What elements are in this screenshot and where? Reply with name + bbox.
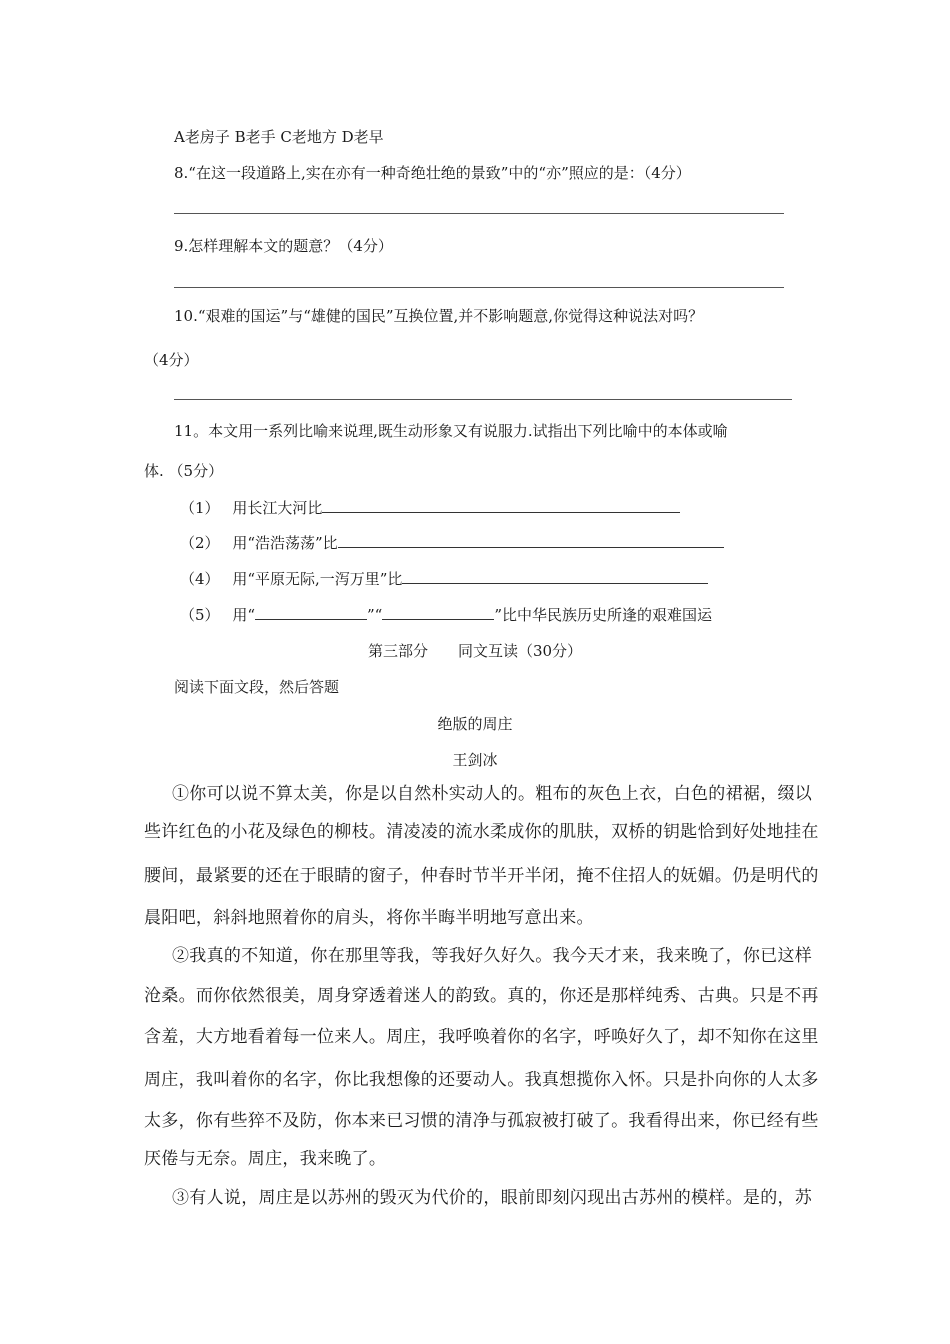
article-line: 太多，你有些猝不及防，你本来已习惯的清净与孤寂被打破了。我看得出来，你已经有些 (144, 1111, 819, 1131)
q11-item-num: （1） (180, 499, 220, 517)
q11-item-num: （2） (180, 534, 220, 552)
article-line: 厌倦与无奈。周庄，我来晚了。 (144, 1149, 387, 1169)
answer-line-8[interactable] (174, 213, 784, 214)
q11-item-text: 用长江大河比 (232, 499, 323, 517)
q11-item-mid: ”“ (367, 606, 383, 624)
question-10-line1: 10.“艰难的国运”与“雄健的国民”互换位置,并不影响题意,你觉得这种说法对吗？ (174, 307, 704, 325)
section-3-instruction: 阅读下面文段，然后答题 (174, 678, 340, 696)
q11-item-1 (180, 498, 680, 518)
question-8: 8.“在这一段道路上,实在亦有一种奇绝壮绝的景致”中的“亦”照应的是：（4分） (174, 164, 691, 182)
q11-item-1-blank[interactable] (322, 498, 680, 513)
q11-item-num: （5） (180, 606, 220, 624)
q11-item-4 (180, 569, 708, 589)
question-9: 9.怎样理解本文的题意？（4分） (174, 237, 393, 255)
article-line: ③有人说，周庄是以苏州的毁灭为代价的，眼前即刻闪现出古苏州的模样。是的，苏 (172, 1188, 813, 1208)
question-11-line2: 体. （5分） (144, 462, 224, 480)
q11-item-2-blank[interactable] (338, 533, 724, 548)
q11-item-text: 用“浩浩荡荡”比 (232, 534, 338, 552)
section-3-title: 第三部分 同文互读（30分） (367, 642, 583, 660)
article-line: 沧桑。而你依然很美，周身穿透着迷人的韵致。真的，你还是那样纯秀、古典。只是不再 (144, 986, 819, 1006)
question-11-line1: 11。本文用一系列比喻来说理,既生动形象又有说服力.试指出下列比喻中的本体或喻 (174, 422, 728, 440)
article-line: 腰间，最紧要的还在于眼睛的窗子，仲春时节半开半闭，掩不住招人的妩媚。仍是明代的 (144, 866, 819, 886)
article-author: 王剑冰 (452, 751, 498, 769)
q11-item-text: 用“平原无际,一泻万里”比 (232, 570, 403, 588)
q7-options: A老房子 B老手 C老地方 D老早 (174, 128, 384, 146)
article-line: 晨阳吧，斜斜地照着你的肩头，将你半晦半明地写意出来。 (144, 908, 594, 928)
q11-item-num: （4） (180, 570, 220, 588)
answer-line-9[interactable] (174, 287, 784, 288)
article-title: 绝版的周庄 (437, 715, 513, 733)
q11-item-post: ”比中华民族历史所逢的艰难国运 (494, 606, 713, 624)
q11-item-5-blank-a[interactable] (255, 605, 367, 620)
q11-item-5-blank-b[interactable] (382, 605, 494, 620)
article-line: 含羞，大方地看着每一位来人。周庄，我呼唤着你的名字，呼唤好久了，却不知你在这里 (144, 1027, 819, 1047)
article-line: ②我真的不知道，你在那里等我，等我好久好久。我今天才来，我来晚了，你已这样 (172, 946, 813, 966)
q11-item-4-blank[interactable] (402, 569, 708, 584)
article-line: ①你可以说不算太美，你是以自然朴实动人的。粗布的灰色上衣，白色的裙裾，缀以 (172, 784, 813, 804)
question-10-line2: （4分） (144, 351, 199, 369)
article-line: 些许红色的小花及绿色的柳枝。清凌凌的流水柔成你的肌肤，双桥的钥匙恰到好处地挂在 (144, 822, 819, 842)
answer-line-10[interactable] (174, 399, 792, 400)
q11-item-pre: 用“ (232, 606, 255, 624)
q11-item-2 (180, 533, 724, 553)
q11-item-5 (180, 605, 712, 625)
article-line: 周庄，我叫着你的名字，你比我想像的还要动人。我真想揽你入怀。只是扑向你的人太多 (144, 1070, 819, 1090)
